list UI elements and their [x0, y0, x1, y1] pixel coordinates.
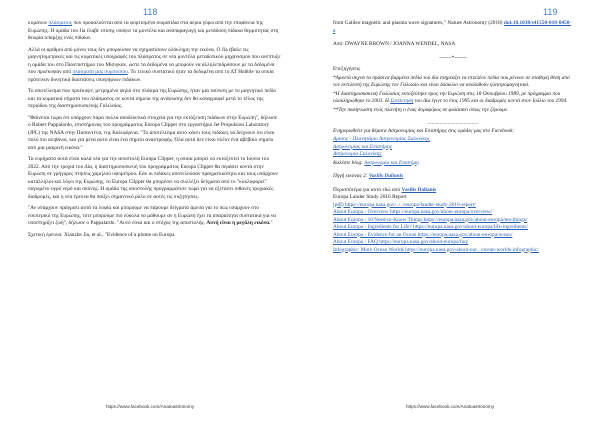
- text: που προκαλούνται από τα φορτισμένα σωματίδια στα αέρια γύρω από την επιφάνεια της Ευρώπης. Η ομάδα του Jia έλαβε επίσης υπόψιν τα μοντέλα και αναπαραγωγή και μετάδοση πίδακα θερμότητας στη θεωρία ύπαρξης ενός πίδακα.: [28, 20, 279, 41]
- text: Καλέστε blog:: [333, 159, 365, 166]
- credits: Από: DWAYNE BROWN / JOANNA WENDEL, NASA: [333, 41, 456, 47]
- community-text: Ενημερωθείτε για θέματα Αστρονομίας και Επιστήμης στις ομάδες μας στο Facebook:: [333, 127, 515, 134]
- right-page: [300, 0, 600, 424]
- text: ": [270, 220, 273, 226]
- quote-paragraph: [28, 205, 281, 228]
- doi-link[interactable]: doi:10.1038/s41550-018-0450-z: [333, 20, 572, 34]
- divider: -------*-------: [439, 54, 467, 61]
- source-link[interactable]: About Europa - 10 Need-to-Know Things https://europa.nasa.gov/about-europa/ten-things/: [333, 216, 528, 223]
- source-link[interactable]: About Europa - FAQ https://europa.nasa.gov/about-europa/faq/: [333, 239, 469, 245]
- text: Περισσότερα για αυτό εδώ από: [333, 186, 402, 193]
- page-number: 119: [543, 7, 558, 17]
- blog-line: [333, 160, 573, 168]
- page-number: 118: [143, 7, 158, 17]
- text: from Galileo magnetic and plasma wave signatures," Nature Astronomy (2018): [333, 20, 504, 26]
- author-link[interactable]: Vasilis Dalianis: [401, 186, 437, 193]
- group-link[interactable]: Αστρονομία Σαλονίκης: [333, 151, 382, 157]
- group-links: [333, 136, 573, 159]
- quote-paragraph: "Φαίνεται τώρα ότι υπάρχουν πάρα πολλά αποδεικτικά στοιχεία για την εκτόξευση πιδάκων στην Ευρώπη", δήλωσε ο Robert Pappalardo, επιστήμονας του προγράμματος Europa Clipper στο εργαστήριο Jet Propulsion Laboratory (JPL) της NASA στην Πασαντένα, της Καλιφόρνια. "Το αποτέλεσμα αυτό κάνει τους πιδάκες να δείχνουν ότι είναι πολύ πιο αληθινοί, και για μένα αυτό είναι ένα σημείο αναστροφής. Όλα αυτά δεν είναι πλέον ένα αβέβαιο σημείο από μια μακρινή εικόνα.": [28, 114, 278, 151]
- reference-paragraph: Σχετική έρευνα: Xianzhe Jia, et al., "Evidence of a plume on Europa: [28, 231, 175, 238]
- text: "Αν υπάρχουν πράγματι αυτά τα λοφία και μπορούμε να πάρουμε δείγματα άμεσα για το πώς υπάρχουν στο εσωτερικό της Ευρώπης, τότε μπορούμε πιο εύκολα να μάθουμε αν η Ευρώπη έχει τα απαραίτητα συστατικά για να υποστηρίξει ζωή", δήλωσε ο Pappalardo. "Αυτό είναι και ο στόχος της αποστολής.: [28, 205, 277, 226]
- image-source-line: [333, 173, 573, 181]
- page-body: [333, 20, 573, 258]
- paragraph: [28, 47, 281, 85]
- text: Πηγή εικόνας 2:: [333, 173, 369, 179]
- translator-link[interactable]: Vasilis Dalianis: [368, 173, 404, 179]
- group-link[interactable]: Αστρονομίας και Επιστήμης: [333, 143, 392, 150]
- text: . Το τελικό συστατικό ήταν τα δεδομένα από το ΔΤ Hubble τα οποία πρότειναν δυνητικά διαστάσεις υποψήφιων πιδάκων.: [28, 69, 274, 83]
- paragraph: [28, 20, 281, 43]
- text: του Δία έγινε το έτος 1995 και οι διαδρομές κοντά στον Ιούλιο του 1994.: [414, 98, 568, 104]
- note: *Αρκετά συχνά τα πράσινα βαμμένα πεδία του δία επηρεάζει τα επιπλέον πεδία που μένουν σε σταθερή θέση από τον εκτελεστή της Ευρώπης τον Γαλιλαίο και είναι δύσκολο να αναλυθούν ηλεκτρομαγνητικά.: [333, 74, 570, 88]
- footer-url: https://www.facebook.com/Anatoastronomy: [105, 404, 195, 409]
- sources-heading: [333, 187, 573, 195]
- text: *Η διαστημοσυσκευή Γαλιλαίος εκτοξεύτηκε προς την Ευρώπη στις 18 Οκτωβρίου 1989, με πρόγραμμα που ολοκληρώθηκε το 2003. Η: [333, 90, 561, 104]
- note: [333, 91, 573, 106]
- reference-continuation: [333, 20, 573, 35]
- note: **Την πασίγνωστη ενός πλανήτη ο ένας δορυφόρος σε φυλάσσει όπως την ζέρουμε.: [333, 106, 509, 113]
- sources-block: [333, 187, 573, 255]
- dots-divider: ......................................: [427, 120, 479, 126]
- blog-link[interactable]: Αστρονομία και Επιστήμη: [364, 159, 419, 166]
- group-link[interactable]: Αμισος - Πλανητάριο Αστρονομίας Σαλονίκης: [333, 136, 430, 142]
- paragraph: Το αποτέλεσμα που προέκυψε, μετρημένο ψηλά στο πλάσμα της Ευρώπης, ήταν μια ταύτιση με το μαγνητικό πεδίο και τα κυματικά σήματα του πλάσματος σε κοντά σημεία της ανύψωσης δεν θα καταγραφεί μετά το τέλος της περιόδου της διαστημοσυσκευής Γαλιλαίος.: [28, 88, 276, 109]
- footer-url: https://www.facebook.com/Anatoastronomy: [405, 404, 495, 409]
- page-body: [28, 20, 281, 243]
- note-link[interactable]: Συνάντηση: [390, 98, 414, 104]
- paragraph: Τα ευρήματα αυτά είναι καλά νέα για την αποστολή Europa Clipper, η οποία μπορεί να εκτοξευτεί το Ιούνιο του 2022. Από την τροχιά του Δία, η διαστημοσυσκευή του προγράμματος Europa Clipper θα περάσει κοντά στην Ευρώπη σε γρήγορες πτήσεις χαμηλού υψομέτρου. Εάν οι πιδάκες αποτελούσαν πραγματικότητα και τους υπάρχουν κατάλληλοι και λόγω της Ευρώπης, το Europa Clipper θα μπορέσει να συλλέξει δείγματα από το "κυκλοφορεί" παγωμένο υγρό νερό και σκόνης. Η ομάδα της αποστολής προγραμμάτισε τώρα για να εξετάσει πιθανές τροχιακές διαδρομές, και η νέα έρευνα θα παίξει σημαντικό ρόλο σε αυτές τις συζητήσεις.: [28, 156, 278, 200]
- text: κυμάτων: [28, 20, 49, 26]
- text: Αλλά οι αριθμοί από μόνοι τους δεν μπορούσαν να σχηματίσουν ολόκληρη την εικόνα. Ο Jia έβαλε τις μαγνητομετρικές και τις κυματικές υπογραφές του πλάσματος σε νέα μοντέλα μεταδοτικού μηχανισμού που ανέπτυξε η ομάδα του στο Πανεπιστήμιο του Μίσιγκαν, ώστε τα δεδομένα να μπορούν να αλληλεπιδράσουν με τα δεδομένα που προέκυψαν από: [28, 46, 281, 75]
- emphasis: Αυτή είναι η μεγάλη εικόνα.: [206, 220, 271, 226]
- source-link[interactable]: About Europa - Ingredients for Life? https://europa.nasa.gov/about-europa/life-ingredients/: [333, 224, 528, 230]
- notes-title: Επεξηγήσεις: [333, 66, 361, 72]
- source-link[interactable]: About Europa - Overview https://europa.nasa.gov/about-europa/overview/: [333, 209, 493, 215]
- source-item: Europa Lander Study 2016 Report: [333, 194, 407, 200]
- source-link[interactable]: About Europa - Evidence for an Ocean https://europa.nasa.gov/about-europa/ocean/: [333, 231, 513, 238]
- source-link[interactable]: (pdf) https://europa.nasa.gov/../../europa-lander-study-2016-report/: [333, 201, 476, 208]
- source-link[interactable]: Infographic: More Ocean Worlds https://europa.nasa.gov/about-our.../ocean-worlds-infographic/: [333, 246, 539, 253]
- plasma-symposium-link[interactable]: πλάσματα μας συμπόσιου: [72, 69, 128, 75]
- plasma-link[interactable]: πλάσματος: [48, 20, 72, 26]
